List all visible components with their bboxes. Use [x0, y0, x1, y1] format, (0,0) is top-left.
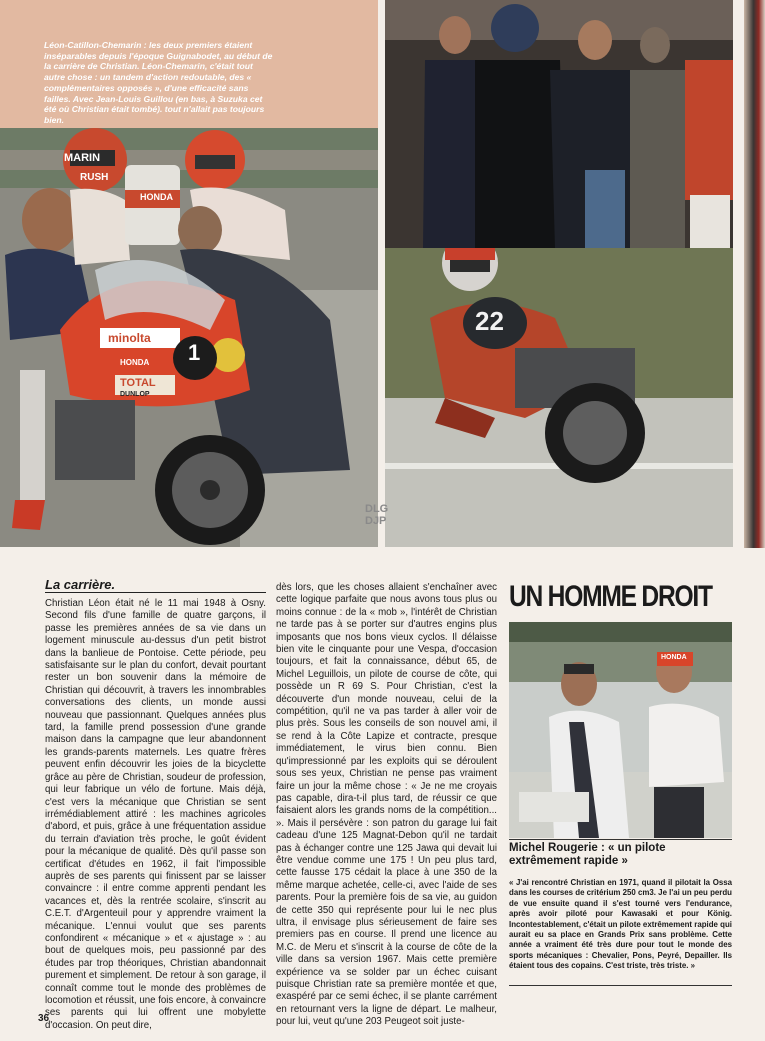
photo-rider-cornering — [385, 248, 733, 547]
fairing-honda-label: HONDA — [120, 358, 150, 367]
photo-interview — [509, 622, 732, 838]
article-column-2: dès lors, que les choses allaient s'enchaîner avec cette logique parfaite que nous avons tous plus ou moins connue : de la « mob », l'intérêt de Christian ne tarde pas à se porter sur d'autres engins plus imposants que nos bons vieux cyclos. Il délaisse bien vite le cinquante pour une Vespa, d'occasion toujours, et fait la connaissance, début 65, de Michel Leguillois, un pilote de course de côte, qui possède un R 69 S. Pour Christian, c'est la découverte d'un monde nouveau, celui de la compétition, qu'il ne va pas tarder à aller voir de plus près. Sous les conseils de son nouvel ami, il se rend à la Côte Lapize et contracte, presque immédiatement, le virus bien connu. Bien qu'impressionné par les exploits qui se déroulent sous ses yeux, Christian ne pense pas vraiment faire un jour la même chose : « Je ne me croyais pas capable, dira-t-il plus tard, de réussir ce que faisaient alors les grands noms de la compétition... ». Mais il persévère : son patron du garage lui fait cadeau d'une 125 Magnat-Debon qu'il ne tardait pas à échanger contre une 125 Jawa qui devait lui être vendue comme une 175 ! Un peu plus tard, cette fausse 175 cédait la place à une 350 de la même marque achetée, celle-ci, avec l'aide de ses parents. Pour la première fois de sa vie, au guidon de cette 350 qui représente pour lui le nec plus ultra, il envisage plus sérieusement de faire ses premiers pas en course. Il prend une licence au M.C. de Meru et s'inscrit à la course de côte de la ville dans sa version 1967. Mais cette première expérience va se solder par un échec cuisant puisque Christian rate sa première montée et que, exaspéré par ce semi échec, il se plante carrément en retournant vers la ligne de départ. Le malheur, pour lui, veut qu'une 203 Peugeot soit juste- — [276, 582, 497, 1028]
headline: UN HOMME DROIT — [509, 580, 712, 613]
fairing-minolta-label: minolta — [108, 331, 151, 345]
fairing-dunlop-label: DUNLOP — [120, 391, 150, 398]
quote-rule-bottom — [509, 985, 732, 986]
page-edge-strip — [744, 0, 765, 548]
fairing-number: 1 — [188, 340, 201, 365]
quote-title: Michel Rougerie : « un pilote extrêmement rapide » — [509, 842, 666, 867]
cap-honda-label: HONDA — [661, 654, 687, 661]
page-number: 36 — [38, 1013, 50, 1024]
interview-illustration — [509, 622, 732, 838]
fairing-total-label: TOTAL — [120, 377, 156, 389]
quote-text: « J'ai rencontré Christian en 1971, quand il pilotait la Ossa dans les courses de critérium 250 cm3. Je l'ai un peu perdu de vue ensuite quand il s'est tourné vers l'endurance, après avoir piloté pour Kawasaki et pour König. Incontestablement, c'était un pilote extrêmement rapide qui aurait eu sa place en Grands Prix sans problème. Cette année a vraiment été très dure pour tout le monde des sports mécaniques : Chevalier, Pons, Peyré, Depailler. Ils étaient tous des copains. C'est triste, très triste. » — [509, 878, 732, 971]
quote-rule-top — [509, 839, 732, 840]
rider-number: 22 — [475, 306, 504, 336]
helmet-text-marin: MARIN — [64, 152, 101, 164]
section-title-rule — [45, 592, 266, 593]
photo-pit-scene — [0, 0, 378, 547]
watermark-line: DLG — [365, 503, 389, 515]
article-column-1: Christian Léon était né le 11 mai 1948 à Osny. Second fils d'une famille de quatre garçons, il passe les premières années de sa vie dans un logement minuscule au-dessus d'un petit bistrot dans la banlieue de Pontoise. Cette période, peu satisfaisante sur le plan du confort, devait pourtant rester un bon souvenir dans la mémoire de Christian qui découvrit, à travers les innombrables conversations des clients, un monde aussi nouveau que passionnant. Quelques années plus tard, la famille prend possession d'une grande maison dans la campagne que leur abandonnent les grands-parents maternels. Les quatre frères peuvent enfin découvrir les joies de la bicyclette grâce au père de Christian, soudeur de profession, qui leur fabrique un vélo de fortune. Mais déjà, c'est vers la mécanique que Christian se sent irrémédiablement attiré : les machines agricoles d'abord, et puis, grâce à une fréquentation assidue du terrain d'aviation très proche, le goût évident pour la mécanique de qualité. Dès qu'il passe son certificat d'études en 1962, il fait l'impossible auprès de ses parents qui finissent par se laisser convaincre : il entre comme apprenti pendant les vacances et, dès la rentrée scolaire, s'inscrit au C.E.T. d'Argenteuil pour y apprendre vraiment la mécanique. L'ennui voulut que ses parents confondirent « mécanique » et « ajustage » : au bout de quelques mois, peu passionné par des études par trop théoriques, Christian abandonnait purement et simplement. De retour à son garage, il connaît comme tout le monde des problèmes de locomotion et réussit, une fois encore, à convaincre ses parents qui lui offrent une mobylette d'occasion. On peut dire, — [45, 598, 266, 1031]
watermark-line: DJP — [365, 515, 387, 527]
scan-watermark — [365, 503, 388, 527]
fuel-can-honda-label: HONDA — [140, 192, 173, 202]
section-title: La carrière. — [45, 577, 116, 592]
top-photo-caption: Léon-Catillon-Chemarin : les deux premiers étaient inséparables depuis l'époque Guignabodet, au début de la carrière de Christian. Léon-Chemarin, c'était tout autre chose : un tandem d'action redoutable, des « complémentaires opposés », d'une efficacité sans failles. Avec Jean-Louis Guillou (en bas, à Suzuka cet été où Christian était tombé). tout n'allait pas toujours bien. — [44, 40, 273, 125]
helmet-text-rush: RUSH — [80, 172, 109, 183]
crowd-illustration — [385, 0, 733, 248]
rider-illustration — [385, 248, 733, 547]
photo-crowd-team — [385, 0, 733, 248]
